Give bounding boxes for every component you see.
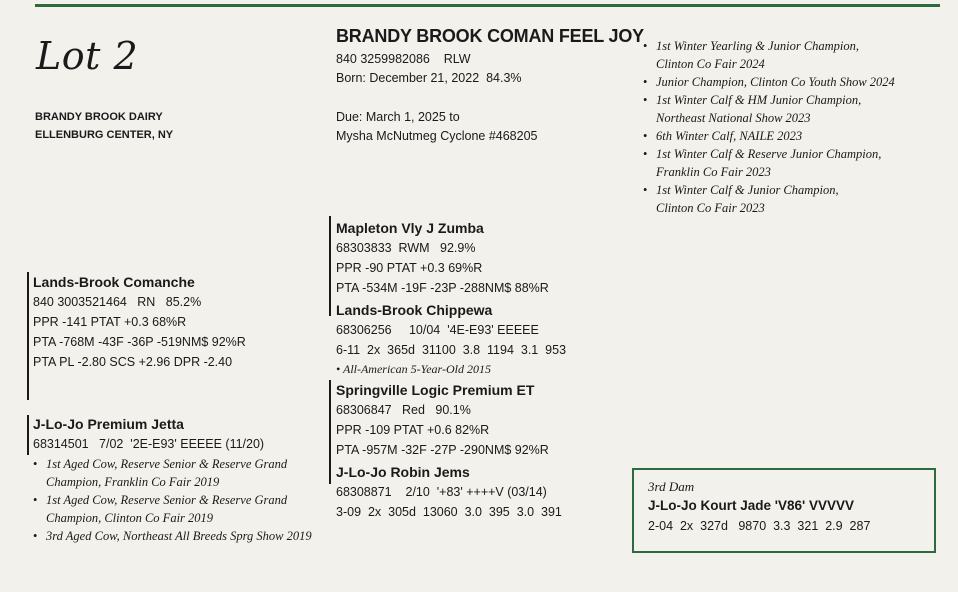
award-item: • 1st Winter Calf & HM Junior Champion, Northeast National Show 2023 bbox=[643, 91, 933, 127]
top-rule bbox=[35, 4, 940, 7]
sire-sire-block bbox=[336, 218, 549, 298]
dam-dam-name: J-Lo-Jo Robin Jems bbox=[336, 464, 470, 480]
award-item: • 1st Winter Yearling & Junior Champion, Clinton Co Fair 2024 bbox=[643, 37, 933, 73]
sire-sire-line: PPR -90 PTAT +0.3 69%R bbox=[336, 261, 483, 275]
sire-name: Lands-Brook Comanche bbox=[33, 274, 195, 290]
sire-dam-block bbox=[336, 300, 566, 378]
award-item: • Junior Champion, Clinton Co Youth Show 2024 bbox=[643, 73, 933, 91]
award-item: • 6th Winter Calf, NAILE 2023 bbox=[643, 127, 933, 145]
consignor-name: BRANDY BROOK DAIRY bbox=[35, 111, 163, 123]
dam-line: 68314501 7/02 '2E-E93' EEEEE (11/20) bbox=[33, 437, 265, 451]
award-item: • 1st Winter Calf & Reserve Junior Champion, Franklin Co Fair 2023 bbox=[643, 145, 933, 181]
animal-awards bbox=[643, 37, 933, 217]
dam-dam-line: 68308871 2/10 '+83' ++++V (03/14) bbox=[336, 485, 547, 499]
award-item: • 1st Winter Calf & Junior Champion, Clinton Co Fair 2023 bbox=[643, 181, 933, 217]
pedigree-bracket-sire bbox=[27, 272, 29, 400]
third-dam-box bbox=[632, 468, 936, 553]
dam-award-item: • 1st Aged Cow, Reserve Senior & Reserve Grand Champion, Clinton Co Fair 2019 bbox=[33, 491, 312, 527]
due-info bbox=[336, 108, 538, 146]
dam-sire-line: PTA -957M -32F -27P -290NM$ 92%R bbox=[336, 443, 549, 457]
dam-dam-block bbox=[336, 462, 562, 522]
sire-line: 840 3003521464 RN 85.2% bbox=[33, 295, 202, 309]
lot-number: Lot 2 bbox=[36, 34, 139, 78]
sire-line: PPR -141 PTAT +0.3 68%R bbox=[33, 315, 187, 329]
dam-award-item: • 1st Aged Cow, Reserve Senior & Reserve Grand Champion, Franklin Co Fair 2019 bbox=[33, 455, 312, 491]
third-dam-name: J-Lo-Jo Kourt Jade 'V86' VVVVV bbox=[648, 498, 854, 513]
service-sire: Mysha McNutmeg Cyclone #468205 bbox=[336, 129, 538, 143]
sire-dam-name: Lands-Brook Chippewa bbox=[336, 302, 493, 318]
consignor-location: ELLENBURG CENTER, NY bbox=[35, 129, 174, 141]
pedigree-bracket-dam-sire bbox=[329, 380, 331, 484]
dam-dam-line: 3-09 2x 305d 13060 3.0 395 3.0 391 bbox=[336, 505, 562, 519]
dam-name: J-Lo-Jo Premium Jetta bbox=[33, 416, 184, 432]
sire-sire-name: Mapleton Vly J Zumba bbox=[336, 220, 484, 236]
pedigree-bracket-sire-sire bbox=[329, 216, 331, 316]
third-dam-label: 3rd Dam bbox=[648, 479, 695, 494]
pedigree-bracket-dam bbox=[27, 415, 29, 455]
due-date: Due: March 1, 2025 to bbox=[336, 110, 460, 124]
dam-block bbox=[33, 414, 312, 545]
dam-sire-line: 68306847 Red 90.1% bbox=[336, 403, 471, 417]
dam-sire-line: PPR -109 PTAT +0.6 82%R bbox=[336, 423, 490, 437]
dam-sire-name: Springville Logic Premium ET bbox=[336, 382, 535, 398]
animal-info bbox=[336, 50, 522, 88]
sire-line: PTA PL -2.80 SCS +2.96 DPR -2.40 bbox=[33, 355, 233, 369]
sire-sire-line: PTA -534M -19F -23P -288NM$ 88%R bbox=[336, 281, 549, 295]
sire-dam-line: 6-11 2x 365d 31100 3.8 1194 3.1 953 bbox=[336, 343, 567, 357]
dam-award-item: • 3rd Aged Cow, Northeast All Breeds Sprg Show 2019 bbox=[33, 527, 312, 545]
sire-line: PTA -768M -43F -36P -519NM$ 92%R bbox=[33, 335, 246, 349]
sire-sire-line: 68303833 RWM 92.9% bbox=[336, 241, 476, 255]
animal-id: 840 3259982086 RLW bbox=[336, 52, 471, 66]
sire-dam-award: • All-American 5-Year-Old 2015 bbox=[336, 362, 491, 376]
consignor bbox=[35, 108, 173, 144]
animal-born: Born: December 21, 2022 84.3% bbox=[336, 71, 522, 85]
dam-sire-block bbox=[336, 380, 549, 460]
animal-name: BRANDY BROOK COMAN FEEL JOY bbox=[336, 26, 644, 46]
sire-dam-line: 68306256 10/04 '4E-E93' EEEEE bbox=[336, 323, 539, 337]
sire-block bbox=[33, 272, 246, 372]
third-dam-line: 2-04 2x 327d 9870 3.3 321 2.9 287 bbox=[648, 519, 871, 533]
